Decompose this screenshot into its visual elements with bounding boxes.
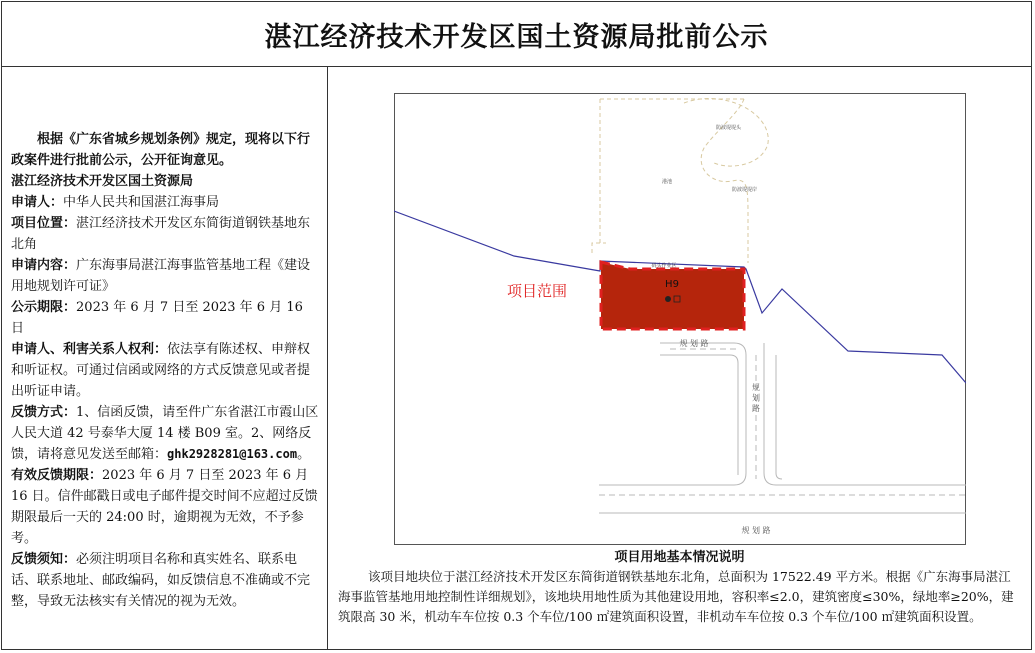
notice-frame [1,1,1032,650]
content-label: 申请内容 [11,258,64,273]
notice-label: 反馈须知 [11,552,64,567]
site-description: 该项目地块位于湛江经济技术开发区东简街道钢铁基地东北角，总面积为 17522.49 平方米。根据《广东海事局湛江海事监管基地用地控制性详细规划》，该地块用地性质为其他建设用地，容积率≤2.0，建筑密度≤30%，绿地率≥20%，建筑限高 30 米，机动车车位按 0.3 个车位/100 ㎡建筑面积设置，非机动车车位按 0.3 个车位/100 ㎡建筑面积设置。 [338,569,1014,624]
location-label: 项目位置 [11,216,64,231]
project-plot-fill [601,262,744,329]
rights-label: 申请人、利害关系人权利 [11,342,155,357]
page-title: 湛江经济技术开发区国土资源局批前公示 [264,21,769,53]
valid-period-line: 有效反馈期限：2023 年 6 月 7 日至 2023 年 6 月 16 日。信件邮戳日或电子邮件提交时间不应超过反馈期限最后一天的 24:00 时，逾期视为无效，不予参考。 [11,468,318,546]
site-plan-svg [394,93,966,545]
notice-text-column [2,67,328,649]
road-label-vertical: 规 划 路 [751,383,761,413]
agency-name: 湛江经济技术开发区国土资源局 [11,174,194,189]
intro-paragraph: 根据《广东省城乡规划条例》规定，现将以下行政案件进行批前公示，公开征询意见。 [11,132,311,168]
period-line: 公示期限：2023 年 6 月 7 日至 2023 年 6 月 16 日 [11,300,303,336]
breakwater-head-label: 防波堤堤头 [716,125,742,131]
feedback-email-link[interactable]: ghk2928281@163.com [167,447,298,461]
harbor-basin-label: 港池 [662,179,673,185]
breakwater-bank-label: 防波堤堤岸 [732,187,758,193]
applicant-value: 中华人民共和国湛江海事局 [63,195,220,210]
road-label-horizontal-bottom: 规 划 路 [741,526,771,535]
valid-period-label: 有效反馈期限 [11,468,90,483]
feedback-line: 反馈方式：1、信函反馈，请至件广东省湛江市霞山区人民大道 42 号泰华大厦 14 楼 B09 室。2、网络反馈，请将意见发送至邮箱：ghk2928281@163.com。 [11,405,319,462]
plot-code: H9 [665,279,679,290]
notice-line: 反馈须知：必须注明项目名称和真实姓名、联系电话、联系地址、邮政编码，如反馈信息不准确或不完整，导致无法核实有关情况的视为无效。 [11,552,311,609]
map-column [328,67,1031,649]
caption-title: 项目用地基本情况说明 [614,550,745,565]
location-line: 项目位置：湛江经济技术开发区东简街道钢铁基地东北角 [11,216,311,252]
notice-value: 必须注明项目名称和真实姓名、联系电话、联系地址、邮政编码，如反馈信息不准确或不完整，导致无法核实有关情况的视为无效。 [11,552,311,609]
content-value: 广东海事局湛江海事监管基地工程《建设用地规划许可证》 [11,258,311,294]
applicant-line: 申请人：中华人民共和国湛江海事局 [11,195,220,210]
feedback-label: 反馈方式 [11,405,64,420]
period-label: 公示期限 [11,300,64,315]
project-range-label: 项目范围 [507,282,568,300]
road-label-horizontal-top: 规 划 路 [679,339,709,348]
content-line: 申请内容：广东海事局湛江海事监管基地工程《建设用地规划许可证》 [11,258,311,294]
applicant-label: 申请人 [11,195,51,210]
title-bar [2,2,1031,67]
rights-line: 申请人、利害关系人权利：依法享有陈述权、申辩权和听证权。可通过信函或网络的方式反馈意见或者提出听证申请。 [11,342,311,399]
feedback-value: 1、信函反馈，请至件广东省湛江市霞山区人民大道 42 号泰华大厦 14 楼 B09 室。2、网络反馈，请将意见发送至邮箱： [11,405,319,462]
valid-period-value: 2023 年 6 月 7 日至 2023 年 6 月 16 日。信件邮戳日或电子邮件提交时间不应超过反馈期限最后一天的 24:00 时，逾期视为无效，不予参考。 [11,468,318,546]
rights-value: 依法享有陈述权、申辩权和听证权。可通过信函或网络的方式反馈意见或者提出听证申请。 [11,342,311,399]
site-plan-map [394,93,966,545]
period-value: 2023 年 6 月 7 日至 2023 年 6 月 16 日 [11,300,303,336]
plot-small-label: 码头作业区 [651,263,677,269]
location-value: 湛江经济技术开发区东简街道钢铁基地东北角 [11,216,311,252]
